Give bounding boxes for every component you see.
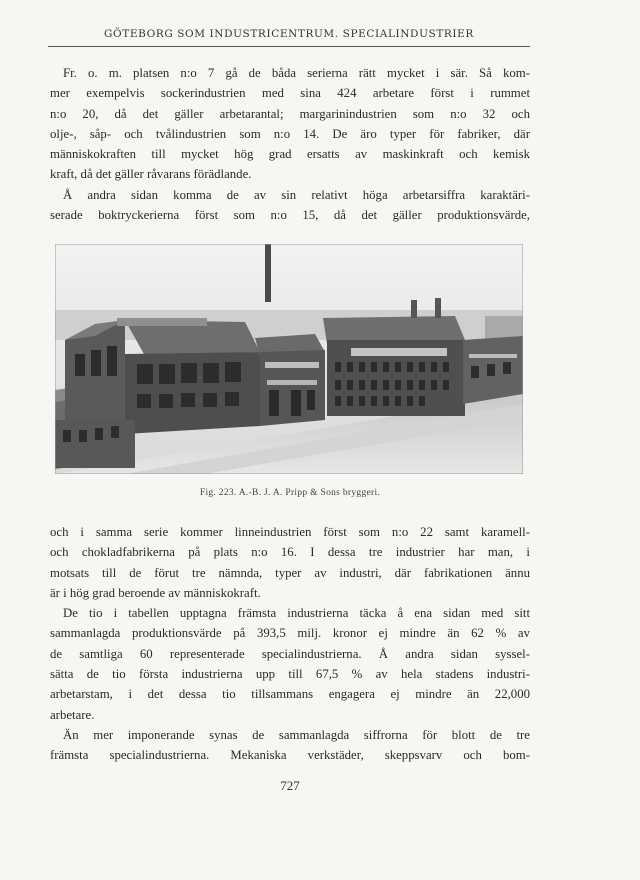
figure-caption: Fig. 223. A.-B. J. A. Pripp & Sons bryggeri.	[199, 488, 381, 498]
text-line: sammanlagda produktionsvärde på 393,5 milj. kronor ej mindre än 62 % av	[50, 626, 530, 641]
brewery-photograph	[55, 244, 523, 474]
text-line: Fr. o. m. platsen n:o 7 gå de båda serierna rätt mycket i sär. Så kom-	[63, 66, 530, 80]
text-block-bottom	[50, 522, 530, 766]
text-line: människokraften till mycket hög grad ersatts av maskinkraft och kemisk	[50, 147, 530, 162]
text-line: de samtliga 60 representerade specialindustrierna. Å andra sidan syssel-	[50, 646, 530, 661]
text-line: Än mer imponerande synas de sammanlagda siffrorna för blott de tre	[63, 727, 530, 742]
text-line: arbetarstam, i det dessa tio tillsammans engagera ej mindre än 22,000	[50, 687, 530, 702]
text-line: n:o 20, då det gäller arbetarantal; margarinindustrien som n:o 32 och	[50, 106, 530, 121]
text-line: kraft, då det gäller råvarans förädlande.	[50, 167, 252, 182]
text-line: serade boktryckerierna först som n:o 15, då det gäller produktionsvärde,	[50, 208, 530, 223]
text-line: och i samma serie kommer linneindustrien först som n:o 22 samt karamell-	[50, 525, 530, 539]
text-line: är i hög grad beroende av människokraft.	[50, 585, 261, 600]
text-line: De tio i tabellen upptagna främsta industrierna täcka å ena sidan med sitt	[63, 606, 530, 621]
text-line: främsta specialindustrierna. Mekaniska verkstäder, skeppsvarv och bom-	[50, 748, 530, 763]
text-block-top	[50, 63, 530, 225]
text-line: Å andra sidan komma de av sin relativt höga arbetarsiffra karaktäri-	[63, 187, 530, 202]
text-line: mer exempelvis sockerindustrien med sina 424 arbetare först i rummet	[50, 86, 530, 101]
text-line: motsats till de förut tre nämnda, typer av industri, där fabrikationen ännu	[50, 565, 530, 580]
text-line: arbetare.	[50, 707, 95, 722]
page-number: 727	[280, 778, 300, 793]
text-line: och chokladfabrikerna på plats n:o 16. I dessa tre industrier har man, i	[50, 545, 530, 560]
text-line: olje-, såp- och tvålindustrien som n:o 14. De äro typer för fabriker, där	[50, 126, 530, 141]
header-rule	[48, 46, 530, 47]
text-line: sätta de tio första industrierna upp till 67,5 % av hela stadens industri-	[50, 667, 530, 682]
running-head: GÖTEBORG SOM INDUSTRICENTRUM. SPECIALINDUSTRIER	[104, 28, 474, 40]
